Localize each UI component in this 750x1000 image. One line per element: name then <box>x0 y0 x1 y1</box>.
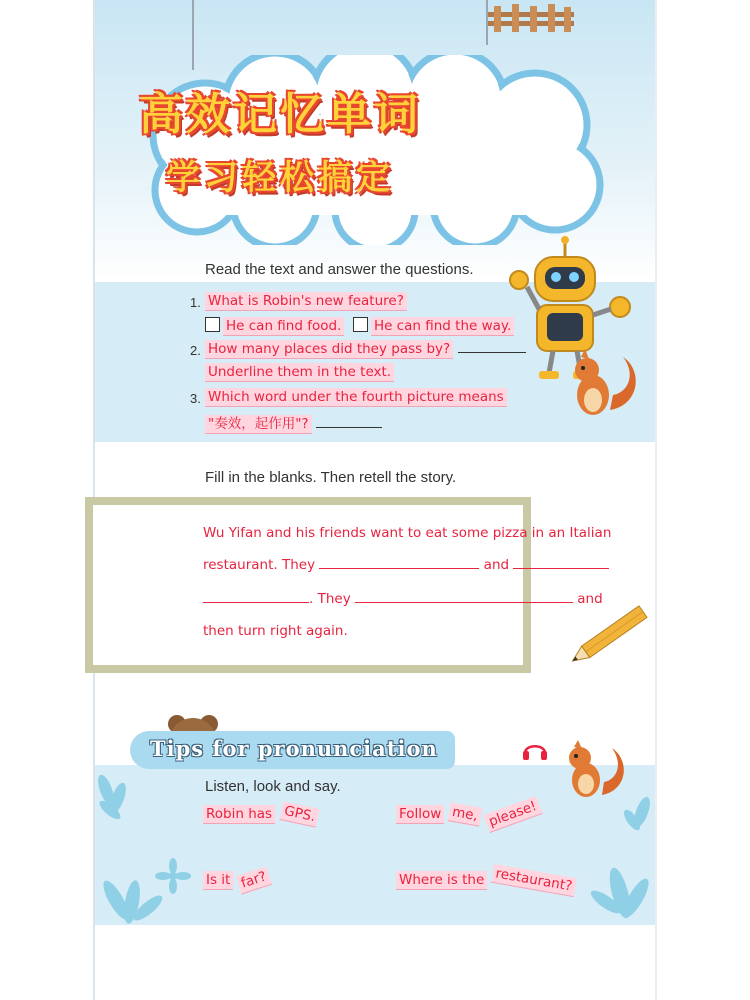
phrase-4-end: restaurant? <box>491 864 577 897</box>
story-blank-4[interactable] <box>355 602 573 603</box>
story-blank-3[interactable] <box>203 602 309 603</box>
phrase-3-start: Is it <box>203 871 233 890</box>
option-a-checkbox[interactable] <box>205 317 220 332</box>
leaf-decoration-right <box>590 858 655 928</box>
story-line-1: Wu Yifan and his friends want to eat some pizza in an Italian <box>203 525 612 541</box>
option-b-label: He can find the way. <box>371 317 514 336</box>
reading-instruction: Read the text and answer the questions. <box>205 261 474 278</box>
leaf-decoration-left <box>96 770 134 825</box>
question-3-number: 3. <box>190 391 201 406</box>
question-3-text: Which word under the fourth picture means <box>205 388 507 407</box>
question-3-text-cont: "奏效，起作用"? <box>205 415 312 434</box>
headphones-icon <box>522 738 548 762</box>
listen-instruction: Listen, look and say. <box>205 778 341 795</box>
page-subtitle: 学习轻松搞定 <box>166 158 394 198</box>
phrase-1-start: Robin has <box>203 805 275 824</box>
phrase-3-end: far? <box>235 867 271 895</box>
squirrel-illustration-2 <box>560 740 630 802</box>
story-line-2-and: and <box>483 557 510 573</box>
phrase-1-end: GPS. <box>280 801 321 827</box>
tips-title: Tips for pronunciation <box>150 736 438 761</box>
phrase-2-start: Follow <box>396 805 444 824</box>
option-b-checkbox[interactable] <box>353 317 368 332</box>
flower-decoration <box>155 858 191 894</box>
story-blank-2[interactable] <box>513 568 609 569</box>
squirrel-illustration <box>565 345 645 420</box>
question-3-answer-blank[interactable] <box>316 427 382 428</box>
question-1-text: What is Robin's new feature? <box>205 292 407 311</box>
story-line-4: then turn right again. <box>203 623 348 639</box>
pencil-illustration <box>563 598 658 674</box>
story-line-2-start: restaurant. They <box>203 557 316 573</box>
question-2-text: How many places did they pass by? <box>205 340 453 359</box>
phrase-2-mid: me, <box>447 802 482 826</box>
fence-decoration <box>488 4 574 32</box>
page-edge-right <box>655 0 657 1000</box>
page-title: 高效记忆单词 <box>139 89 421 140</box>
story-line-3-they: . They <box>309 591 351 607</box>
question-1-number: 1. <box>190 295 201 310</box>
fill-instruction: Fill in the blanks. Then retell the story. <box>205 469 457 486</box>
question-2-followup: Underline them in the text. <box>205 363 394 382</box>
leaf-decoration-right-top <box>622 790 655 834</box>
phrase-4-start: Where is the <box>396 871 487 890</box>
question-2-number: 2. <box>190 343 201 358</box>
story-blank-1[interactable] <box>319 568 479 569</box>
story-line-3-and: and <box>577 591 603 607</box>
phrase-2-end: please! <box>483 796 542 833</box>
option-a-label: He can find food. <box>223 317 344 336</box>
question-2-answer-blank[interactable] <box>458 352 526 353</box>
